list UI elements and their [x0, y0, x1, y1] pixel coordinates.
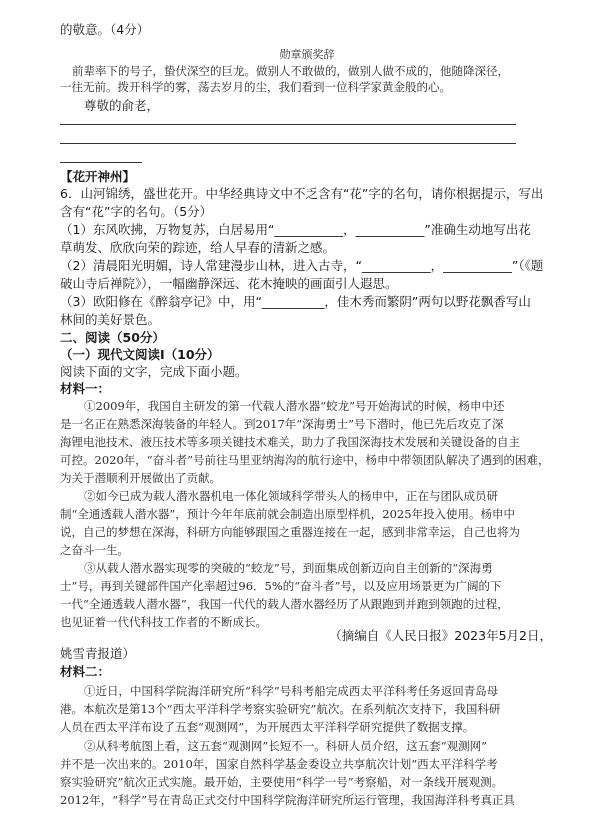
- m1-p3-line-4: 也见证着一代代科技工作者的不断成长。: [60, 615, 267, 629]
- m1-p2-line-1: ②如今已成为载人潜水器机电一体化领域科学带头人的杨申中，正在与团队成员研: [84, 489, 498, 503]
- m2-p1-line-3: 人员在西太平洋布设了五套“观测网”，为开展西太平洋科学研究提供了数据支撑。: [60, 720, 475, 734]
- q6-item-2-line-2: 破山寺后禅院》），一幅幽静深远、花木掩映的画面引人遐思。: [60, 276, 398, 291]
- award-line-2: 一往无前。拨开科学的雾，荡去岁月的尘，我们看到一位科学家黄金般的心。: [60, 80, 451, 94]
- q6-item-1-line-2: 草萌发、欣欣向荣的踪迹，给人早春的清新之感。: [60, 240, 336, 255]
- answer-line-2: [60, 143, 516, 144]
- material-1-label: 材料一：: [60, 381, 111, 396]
- q6-line-2: 含有“花”字的名句。（5分）: [60, 204, 213, 219]
- reading-instruction: 阅读下面的文字，完成下面小题。: [60, 364, 248, 379]
- m1-p2-line-2: 制“全通透载人潜水器”，预计今年年底前就会制造出原型样机，2025年投入使用。杨申中: [60, 507, 516, 521]
- m2-p1-line-2: 港。本航次是第13个“西太平洋科学考察实验研究”航次。在系列航次支持下，我国科研: [60, 702, 501, 716]
- m1-source: （摘编自《人民日报》2023年5月2日，: [329, 628, 552, 643]
- m1-p2-line-3: 说，自己的梦想在深海，科研方向能够跟国之重器连接在一起，感到非常幸运，自己也将为: [60, 525, 520, 539]
- reading-section-title: 二、阅读（50分）: [60, 330, 165, 345]
- letter-salutation: 尊敬的俞老，: [84, 98, 160, 113]
- m1-p3-line-2: 士”号，再到关键部件国产化率超过96．5%的“奋斗者”号，以及应用场景更为广阔的下: [60, 579, 502, 593]
- m1-p1-line-1: ①2009年，我国自主研发的第一代载人潜水器“蛟龙”号开始海试的时候，杨申中还: [84, 399, 505, 413]
- m1-p3-line-3: 一代“全通透载人潜水器”，我国一代代的载人潜水器经历了从跟跑到并跑到领跑的过程，: [60, 597, 509, 611]
- m2-p2-line-1: ②从科考航图上看，这五套“观测网”长短不一。科研人员介绍，这五套“观测网”: [84, 739, 488, 753]
- q5-tail: 的敬意。（4分）: [60, 22, 150, 37]
- reading-sub-title: （一）现代文阅读Ⅰ（10分）: [60, 347, 220, 362]
- q6-item-1-line-1: （1）东风吹拂，万物复苏，白居易用“___________，___________”准确生动地写出花: [60, 222, 531, 237]
- m1-p3-line-1: ③从载人潜水器实现零的突破的“蛟龙”号，到面集成创新迈向自主创新的“深海勇: [84, 561, 493, 575]
- m1-p1-line-3: 海锂电池技术、液压技术等多项关键技术难关，助力了我国深海技术发展和关键设备的自主: [60, 435, 520, 449]
- q6-item-2-line-1: （2）清晨阳光明媚，诗人常建漫步山林，进入古寺，“___________，___________”（《题: [60, 258, 544, 273]
- m1-source-tail: 姚雪青报道）: [60, 646, 136, 661]
- m2-p2-line-2: 并不是一次出来的。2010年，国家自然科学基金委设立共享航次计划“西太平洋科学考: [60, 757, 498, 771]
- material-2-label: 材料二：: [60, 664, 111, 679]
- m2-p2-line-3: 察实验研究”航次正式实施。最开始，主要使用“科学一号”考察船，对一条线开展观测。: [60, 775, 504, 789]
- answer-line-1: [60, 124, 516, 125]
- q6-item-3-line-1: （3）欧阳修在《醉翁亭记》中，用“__________，佳木秀而繁阴”两句以野花飘香写山: [60, 294, 531, 309]
- m1-p2-line-4: 之奋斗一生。: [60, 543, 129, 557]
- m2-p1-line-1: ①近日，中国科学院海洋研究所“科学”号科考船完成西太平洋科考任务返回青岛母: [84, 684, 499, 698]
- m1-p1-line-2: 是一名正在熟悉深海装备的年轻人。到2017年“深海勇士”号下潜时，他已先后攻克了深: [60, 417, 504, 431]
- q6-line-1: 6．山河锦绣，盛世花开。中华经典诗文中不乏含有“花”字的名句，请你根据提示，写出: [60, 186, 544, 201]
- m2-p2-line-4: 2012年，“科学”号在青岛正式交付中国科学院海洋研究所运行管理，我国海洋科考真正具: [60, 793, 516, 807]
- section-flower-header: 【花开神州】: [60, 169, 136, 184]
- q6-item-3-line-2: 林间的美好景色。: [60, 312, 161, 327]
- award-line-1: 前辈率下的号子，蛰伏深空的巨龙。做别人不敢做的，做别人做不成的，他随降深径，: [72, 64, 509, 78]
- m1-p1-line-4: 可控。2020年，“奋斗者”号前往马里亚纳海沟的航行途中，杨申中带领团队解决了遇到的困难，: [60, 453, 550, 467]
- award-title: 勋章颁奖辞: [279, 48, 335, 61]
- m1-p1-line-5: 为关于潜顺利开展做出了贡献。: [60, 471, 221, 485]
- answer-line-3: [60, 162, 142, 163]
